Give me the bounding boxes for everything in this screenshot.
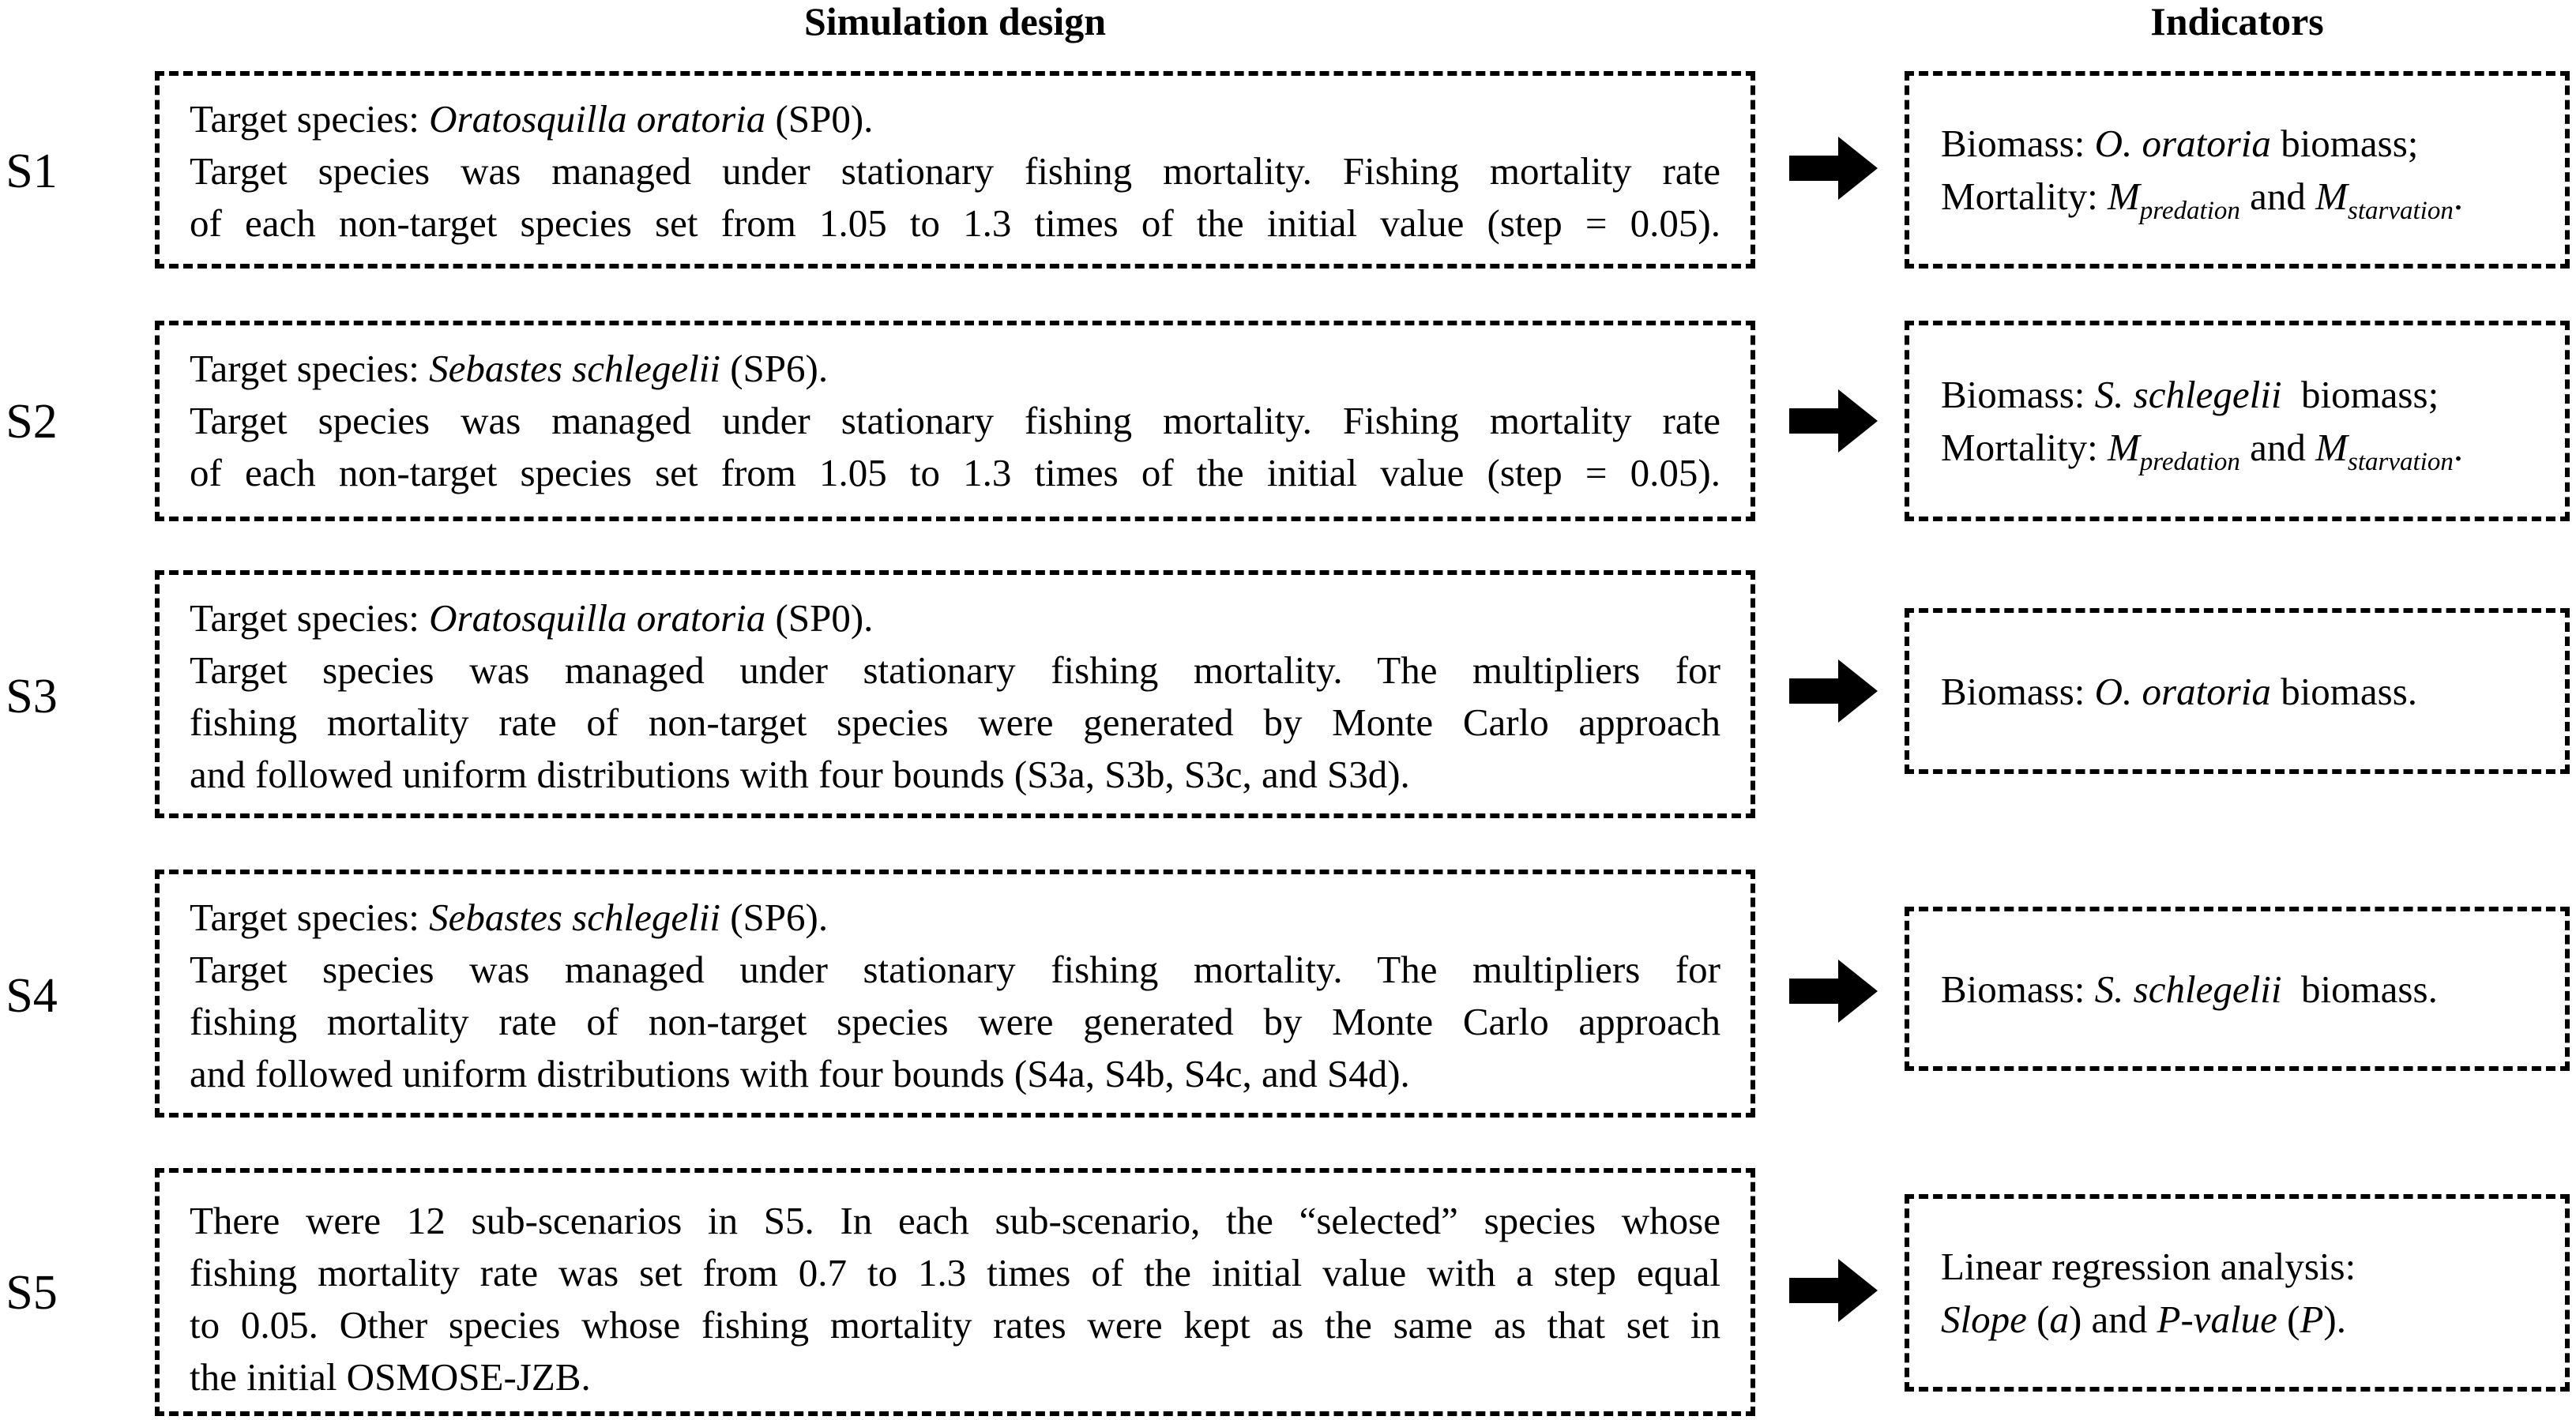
indicator-box-s1	[1905, 71, 2570, 269]
target-species-line: Target species: Sebastes schlegelii (SP6).	[190, 347, 829, 390]
design-text-line: There were 12 sub-scenarios in S5. In each sub-scenario, the “selected” species whose	[190, 1199, 1720, 1242]
design-box-s4	[155, 870, 1755, 1118]
design-box-s1	[155, 71, 1755, 269]
design-text-line: fishing mortality rate of non-target species were generated by Monte Carlo approach	[190, 701, 1720, 744]
arrow-icon	[1789, 389, 1878, 453]
design-box-s3	[155, 570, 1755, 818]
design-text-line: Target species was managed under stationary fishing mortality. Fishing mortality rate	[190, 399, 1720, 442]
design-text-line: to 0.05. Other species whose fishing mortality rates were kept as the same as that set in	[190, 1303, 1720, 1347]
scenario-label-s5: S5	[6, 1266, 58, 1320]
target-species-line: Target species: Sebastes schlegelii (SP6).	[190, 896, 829, 939]
scenario-label-s2: S2	[6, 395, 58, 449]
design-text-line: and followed uniform distributions with four bounds (S4a, S4b, S4c, and S4d).	[190, 1052, 1410, 1095]
design-box-s2	[155, 321, 1755, 521]
design-text-line: Target species was managed under stationary fishing mortality. The multipliers for	[190, 948, 1720, 991]
simulation-design-header: Simulation design	[803, 0, 1107, 43]
target-species-line: Target species: Oratosquilla oratoria (SP0).	[190, 596, 874, 640]
design-text-line: of each non-target species set from 1.05 to 1.3 times of the initial value (step = 0.05).	[190, 201, 1720, 245]
design-text-line: and followed uniform distributions with four bounds (S3a, S3b, S3c, and S3d).	[190, 753, 1410, 796]
mortality-indicator: Mortality: $M_{predation}$ and $M_{starvation}$.	[1941, 426, 2464, 476]
indicator-box-s5	[1905, 1194, 2570, 1392]
indicators-header: Indicators	[2150, 0, 2324, 43]
regression-indicator: Linear regression analysis:	[1941, 1245, 2356, 1288]
design-box-s5	[155, 1168, 1755, 1416]
biomass-indicator: Biomass: S. schlegelii biomass.	[1941, 967, 2438, 1011]
mortality-indicator: Mortality: $M_{predation}$ and $M_{starvation}$.	[1941, 175, 2464, 225]
design-text-line: Target species was managed under stationary fishing mortality. The multipliers for	[190, 648, 1720, 692]
slope-pvalue-indicator: Slope (a) and P-value (P).	[1941, 1298, 2346, 1341]
design-text-line: the initial OSMOSE-JZB.	[190, 1355, 591, 1399]
biomass-indicator: Biomass: S. schlegelii biomass;	[1941, 373, 2439, 416]
arrow-icon	[1789, 137, 1878, 200]
design-text-line: fishing mortality rate of non-target species were generated by Monte Carlo approach	[190, 1000, 1720, 1043]
biomass-indicator: Biomass: O. oratoria biomass.	[1941, 669, 2418, 713]
scenario-label-s3: S3	[6, 670, 58, 723]
design-text-line: Target species was managed under stationary fishing mortality. Fishing mortality rate	[190, 149, 1720, 193]
biomass-indicator: Biomass: O. oratoria biomass;	[1941, 122, 2419, 165]
indicator-box-s2	[1905, 321, 2570, 521]
arrow-icon	[1789, 1259, 1878, 1322]
design-text-line: of each non-target species set from 1.05 to 1.3 times of the initial value (step = 0.05).	[190, 451, 1720, 494]
indicator-box-s4	[1905, 907, 2570, 1071]
scenario-label-s4: S4	[6, 969, 58, 1023]
target-species-line: Target species: Oratosquilla oratoria (SP0).	[190, 97, 874, 141]
design-text-line: fishing mortality rate was set from 0.7 to 1.3 times of the initial value with a step equal	[190, 1251, 1720, 1294]
arrow-icon	[1789, 659, 1878, 723]
indicator-box-s3	[1905, 608, 2570, 774]
arrow-icon	[1789, 960, 1878, 1023]
scenario-label-s1: S1	[6, 145, 58, 198]
